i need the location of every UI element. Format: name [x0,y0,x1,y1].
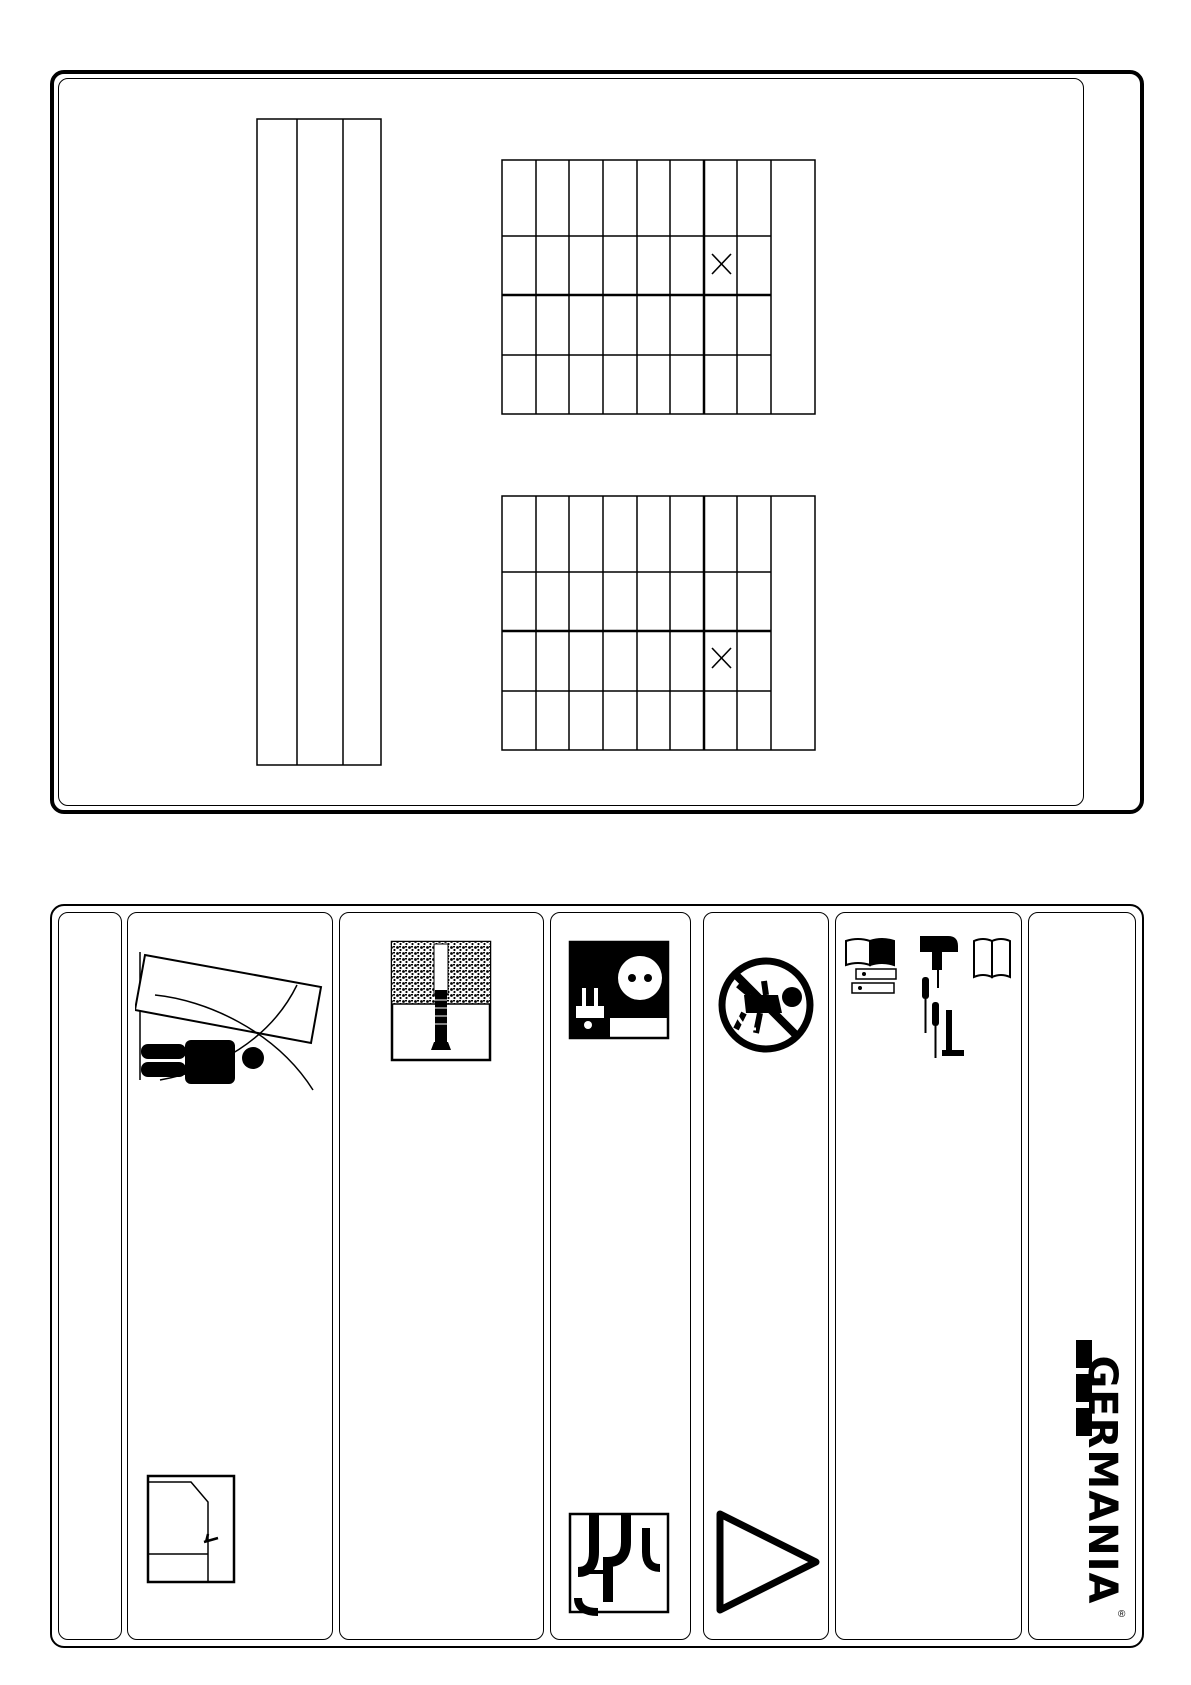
panel-1 [58,912,122,1640]
wall-plug-anchor-icon [390,940,494,1064]
person-carrying-board-icon [135,950,325,1100]
grid-a-mark [712,254,731,274]
warning-triangle-icon [712,1508,820,1616]
key-table [256,118,384,768]
brand-name: GERMANIA [1079,1355,1125,1605]
grid-b-mark [712,648,731,668]
electrical-outlet-icon [568,940,672,1040]
no-children-icon [716,955,816,1055]
germania-logo [1079,1340,1125,1620]
registered-mark: ® [1118,1609,1126,1620]
instruction-booklet-icon [842,935,902,1005]
plumbing-pipes-icon [568,1512,672,1616]
grid-a [500,158,820,418]
hammer-icon [928,1000,968,1060]
door-cabinet-icon [146,1474,238,1586]
grid-b [500,494,820,754]
booklet-icon [972,935,1014,983]
